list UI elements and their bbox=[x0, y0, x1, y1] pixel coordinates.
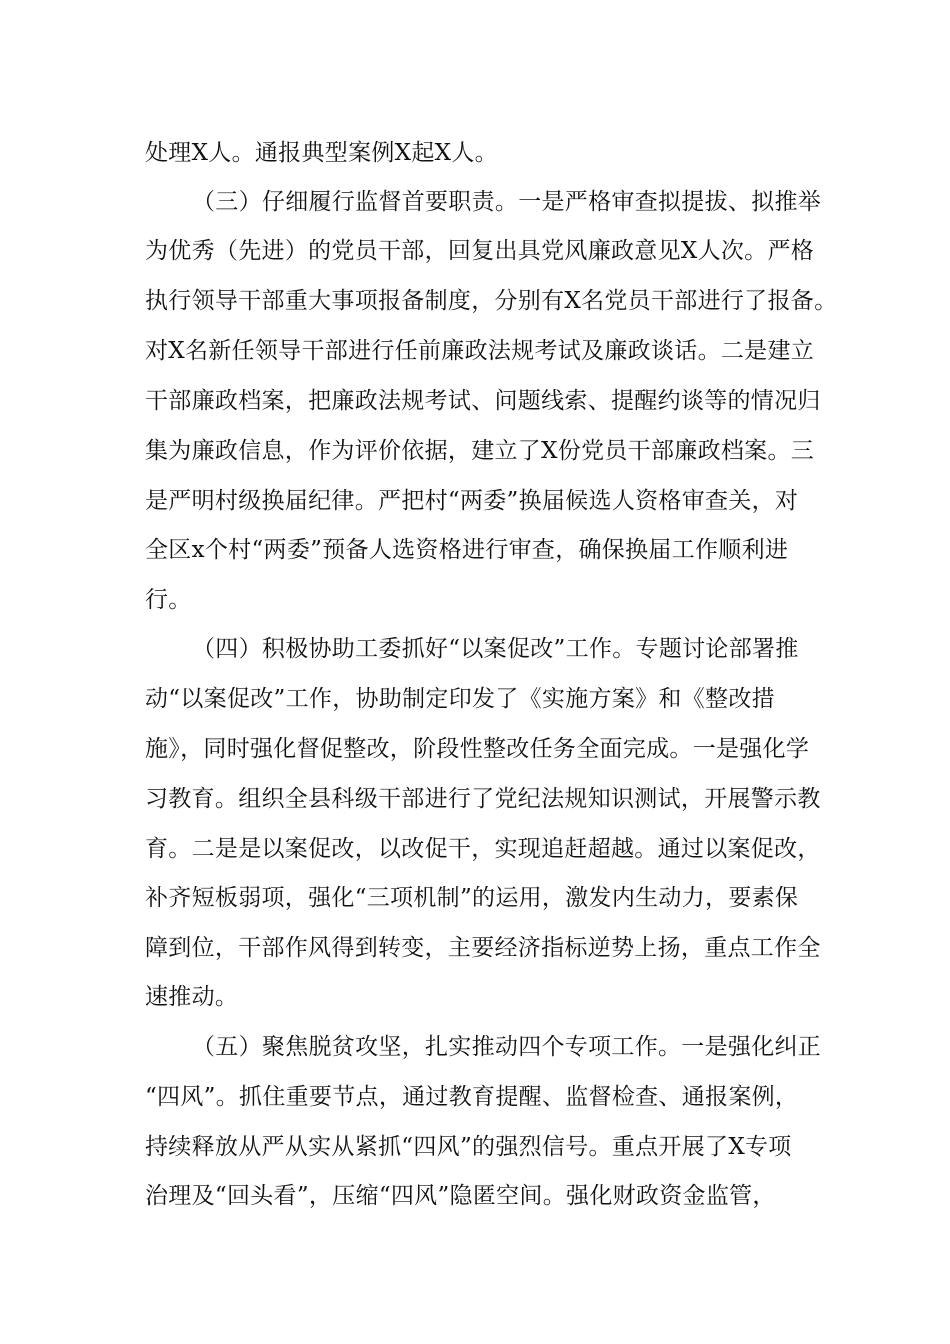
text-line: 动“以案促改”工作，协助制定印发了《实施方案》和《整改措 bbox=[145, 686, 775, 712]
text-line: 集为廉政信息，作为评价依据，建立了X份党员干部廉政档案。三 bbox=[145, 438, 815, 464]
text-line: 处理X人。通报典型案例X起X人。 bbox=[145, 140, 498, 166]
text-line: 施》，同时强化督促整改，阶段性整改任务全面完成。一是强化学 bbox=[145, 736, 810, 762]
text-line: 对X名新任领导干部进行任前廉政法规考试及廉政谈话。二是建立 bbox=[145, 338, 815, 364]
text-line: 速推动。 bbox=[145, 984, 239, 1010]
text-line: 补齐短板弱项，强化“三项机制”的运用，激发内生动力，要素保 bbox=[145, 885, 799, 911]
text-line: 育。二是是以案促改，以改促干，实现追赶超越。通过以案促改， bbox=[145, 836, 821, 862]
text-line: 为优秀（先进）的党员干部，回复出具党风廉政意见X人次。严格 bbox=[145, 238, 815, 264]
text-line: 持续释放从严从实从紧抓“四风”的强烈信号。重点开展了X专项 bbox=[145, 1134, 792, 1160]
text-line: 干部廉政档案，把廉政法规考试、问题线索、提醒约谈等的情况归 bbox=[145, 388, 821, 414]
text-line: 障到位，干部作风得到转变，主要经济指标逆势上扬，重点工作全 bbox=[145, 935, 821, 961]
paragraph-heading-5: （五）聚焦脱贫攻坚，扎实推动四个专项工作。一是强化纠正 bbox=[192, 1034, 822, 1060]
text-line: 治理及“回头看”，压缩“四风”隐匿空间。强化财政资金监管， bbox=[145, 1183, 776, 1209]
text-line: 执行领导干部重大事项报备制度，分别有X名党员干部进行了报备。 bbox=[145, 288, 838, 314]
paragraph-heading-4: （四）积极协助工委抓好“以案促改”工作。专题讨论部署推 bbox=[192, 636, 799, 662]
paragraph-heading-3: （三）仔细履行监督首要职责。一是严格审查拟提拔、拟推举 bbox=[192, 189, 822, 215]
text-line: 是严明村级换届纪律。严把村“两委”换届候选人资格审查关，对 bbox=[145, 488, 799, 514]
text-line: 行。 bbox=[145, 587, 192, 613]
text-line: 全区x个村“两委”预备人选资格进行审查，确保换届工作顺利进 bbox=[145, 537, 789, 563]
text-line: 习教育。组织全县科级干部进行了党纪法规知识测试，开展警示教 bbox=[145, 786, 821, 812]
text-line: “四风”。抓住重要节点，通过教育提醒、监督检查、通报案例， bbox=[145, 1084, 799, 1110]
